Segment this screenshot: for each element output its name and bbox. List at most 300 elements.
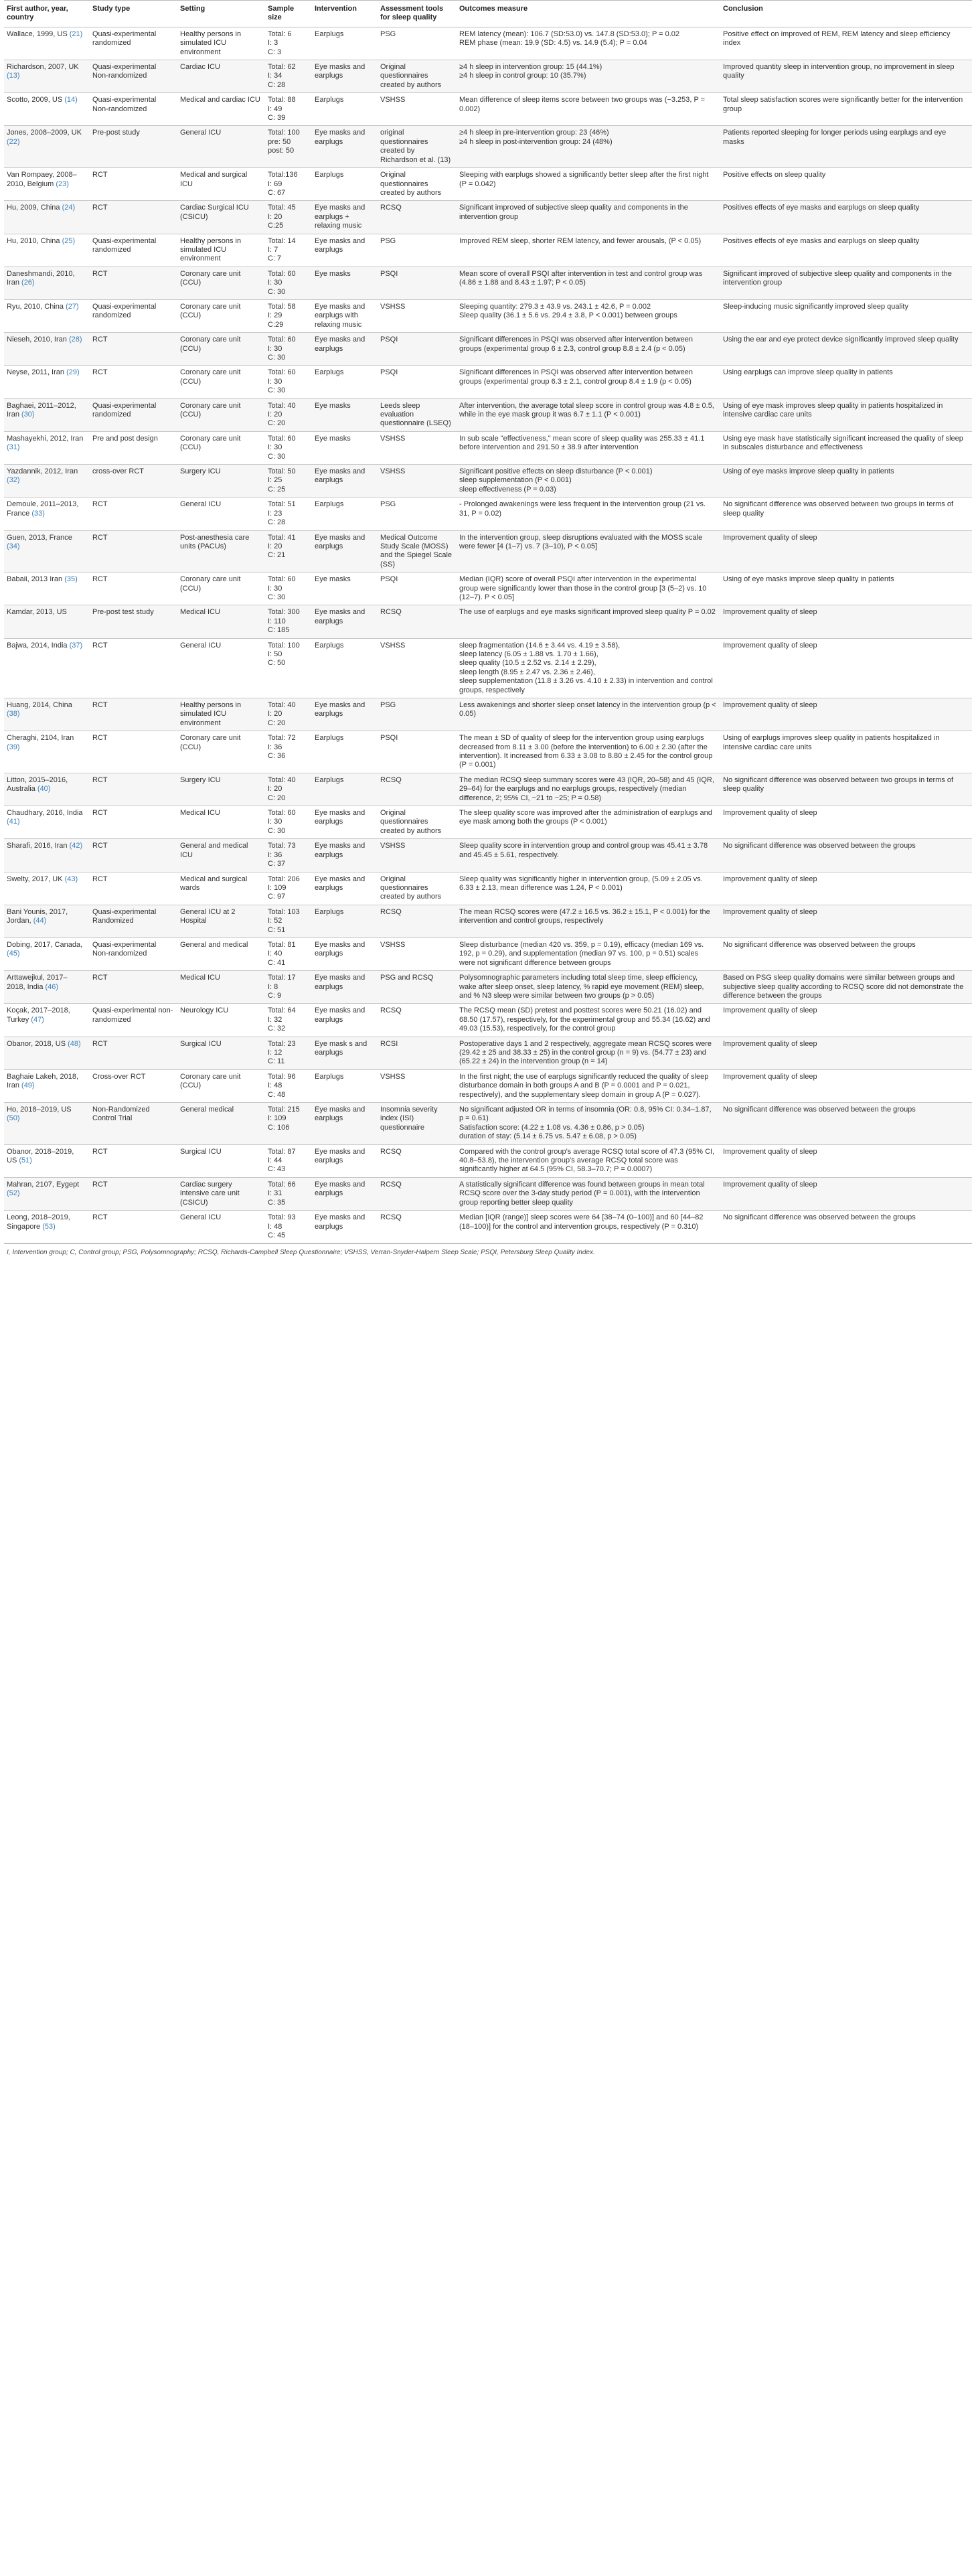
cell-assessment-tool-text: VSHSS	[380, 302, 406, 311]
cell-conclusion	[720, 1211, 972, 1243]
cell-sample-size	[265, 905, 312, 937]
reference-link[interactable]: (28)	[68, 335, 82, 344]
table-row	[4, 773, 972, 806]
cell-assessment-tool-text: RCSQ	[380, 907, 402, 916]
cell-sample-size-text: Total: 88 I: 49 C: 39	[268, 96, 296, 123]
cell-intervention-text: Eye masks	[315, 269, 351, 278]
cell-study-type	[90, 366, 177, 398]
author-text: Obanor, 2018, US	[7, 1039, 66, 1048]
cell-assessment-tool	[378, 267, 457, 299]
cell-assessment-tool	[378, 60, 457, 93]
cell-sample-size-text: Total: 6 I: 3 C: 3	[268, 29, 292, 56]
cell-outcome-text: Significant differences in PSQI was observed after intervention between groups (experimental group 6.3 ± 2.1, control group 8.4 ± 1.9 (p < 0.05)	[459, 368, 693, 386]
reference-link[interactable]: (23)	[56, 179, 69, 188]
cell-author	[4, 806, 90, 839]
cell-assessment-tool-text: PSQI	[380, 368, 398, 377]
cell-assessment-tool-text: PSG	[380, 236, 396, 245]
reference-link[interactable]: (32)	[7, 476, 20, 485]
cell-setting-text: Cardiac surgery intensive care unit (CSICU)	[180, 1180, 240, 1207]
cell-conclusion	[720, 872, 972, 905]
table-row	[4, 1211, 972, 1243]
cell-intervention	[312, 60, 378, 93]
cell-setting-text: General and medical ICU	[180, 842, 248, 859]
cell-sample-size	[265, 366, 312, 398]
cell-sample-size-text: Total: 23 I: 12 C: 11	[268, 1039, 296, 1066]
cell-outcome	[457, 1144, 720, 1177]
cell-assessment-tool-text: VSHSS	[380, 96, 406, 104]
cell-setting	[177, 806, 265, 839]
cell-author	[4, 1177, 90, 1210]
cell-conclusion-text: Positive effects on sleep quality	[723, 171, 826, 179]
cell-conclusion	[720, 234, 972, 267]
cell-assessment-tool	[378, 126, 457, 168]
cell-intervention	[312, 971, 378, 1004]
cell-study-type-text: RCT	[92, 269, 108, 278]
cell-assessment-tool-text: VSHSS	[380, 467, 406, 476]
cell-assessment-tool	[378, 168, 457, 201]
reference-link[interactable]: (24)	[62, 204, 76, 212]
cell-sample-size-text: Total: 51 I: 23 C: 28	[268, 500, 296, 527]
cell-intervention-text: Eye masks and earplugs	[315, 1006, 365, 1024]
cell-outcome	[457, 465, 720, 498]
cell-assessment-tool-text: RCSI	[380, 1039, 398, 1048]
table-row	[4, 60, 972, 93]
cell-intervention-text: Eye masks and earplugs	[315, 974, 365, 991]
cell-intervention	[312, 773, 378, 806]
cell-assessment-tool-text: RCSQ	[380, 775, 402, 784]
cell-sample-size	[265, 168, 312, 201]
cell-assessment-tool	[378, 605, 457, 638]
cell-assessment-tool	[378, 27, 457, 60]
cell-sample-size	[265, 498, 312, 530]
cell-outcome-text: Significant improved of subjective sleep quality and components in the intervention group	[459, 204, 688, 221]
table-row	[4, 126, 972, 168]
author-text: Koçak, 2017–2018, Turkey	[7, 1006, 70, 1024]
table-row	[4, 234, 972, 267]
cell-conclusion	[720, 465, 972, 498]
reference-link[interactable]: (26)	[21, 279, 35, 287]
reference-link[interactable]: (39)	[7, 743, 20, 751]
cell-assessment-tool-text: Original questionnaires created by authors	[380, 63, 442, 89]
author-text: Mashayekhi, 2012, Iran	[7, 434, 84, 443]
cell-sample-size-text: Total: 81 I: 40 C: 41	[268, 940, 296, 967]
cell-study-type-text: RCT	[92, 1147, 108, 1156]
cell-sample-size-text: Total: 100 I: 50 C: 50	[268, 641, 300, 668]
cell-outcome	[457, 605, 720, 638]
author-text: Leong, 2018–2019, Singapore	[7, 1213, 70, 1231]
cell-assessment-tool	[378, 638, 457, 698]
cell-setting-text: Healthy persons in simulated ICU environment	[180, 701, 242, 727]
cell-sample-size-text: Total: 66 I: 31 C: 35	[268, 1180, 296, 1207]
cell-intervention	[312, 366, 378, 398]
cell-outcome	[457, 905, 720, 937]
cell-outcome-text: Significant differences in PSQI was observed after intervention between groups (experimental group 6 ± 2.3, control group 8.8 ± 2.4 (p < 0.05)	[459, 335, 693, 353]
cell-assessment-tool-text: VSHSS	[380, 1072, 406, 1081]
cell-intervention	[312, 1144, 378, 1177]
cell-intervention	[312, 267, 378, 299]
cell-study-type	[90, 605, 177, 638]
author-text: Richardson, 2007, UK	[7, 63, 79, 72]
reference-link[interactable]: (21)	[69, 29, 83, 38]
cell-study-type-text: RCT	[92, 974, 108, 982]
cell-outcome	[457, 431, 720, 464]
table-row	[4, 573, 972, 605]
cell-conclusion-text: Significant improved of subjective sleep quality and components in the intervention group	[723, 269, 952, 287]
table-row	[4, 905, 972, 937]
cell-author	[4, 731, 90, 773]
cell-assessment-tool	[378, 731, 457, 773]
cell-sample-size-text: Total: 58 I: 29 C:29	[268, 302, 296, 329]
cell-study-type	[90, 905, 177, 937]
cell-study-type	[90, 498, 177, 530]
reference-link[interactable]: (42)	[69, 842, 83, 850]
cell-sample-size-text: Total: 62 I: 34 C: 28	[268, 63, 296, 89]
cell-outcome-text: Mean score of overall PSQI after intervention in test and control group was (4.86 ± 1.88 and 8.43 ± 1.97; P < 0.05)	[459, 269, 703, 287]
cell-intervention	[312, 905, 378, 937]
cell-assessment-tool	[378, 806, 457, 839]
cell-assessment-tool	[378, 431, 457, 464]
cell-conclusion-text: Positives effects of eye masks and earplugs on sleep quality	[723, 204, 920, 212]
author-text: Baghaie Lakeh, 2018, Iran	[7, 1072, 79, 1090]
reference-link[interactable]: (52)	[7, 1189, 20, 1198]
cell-conclusion-text: Patients reported sleeping for longer periods using earplugs and eye masks	[723, 129, 947, 146]
cell-outcome	[457, 201, 720, 234]
author-text: Jones, 2008–2009, UK	[7, 129, 82, 137]
cell-outcome-text: Median [IQR (range)] sleep scores were 64 [38–74 (0–100)] and 60 [44–82 (18–100)] for the control and intervention groups, respectively (P = 0.310)	[459, 1213, 704, 1231]
cell-conclusion	[720, 201, 972, 234]
cell-conclusion	[720, 937, 972, 970]
cell-outcome-text: The mean RCSQ scores were (47.2 ± 16.5 vs. 36.2 ± 15.1, P < 0.001) for the intervention and control groups, respectively	[459, 907, 710, 925]
cell-outcome-text: Sleep quality score in intervention group and control group was 45.41 ± 3.78 and 45.45 ± 5.61, respectively.	[459, 842, 708, 859]
cell-intervention	[312, 234, 378, 267]
cell-setting-text: Post-anesthesia care units (PACUs)	[180, 533, 250, 550]
cell-setting	[177, 971, 265, 1004]
table-row	[4, 431, 972, 464]
reference-link[interactable]: (35)	[64, 575, 78, 584]
reference-link[interactable]: (22)	[7, 137, 20, 146]
cell-outcome-text: The median RCSQ sleep summary scores were 43 (IQR, 20–58) and 45 (IQR, 29–64) for the earplugs and no earplugs groups, respectively (median difference, 2; 95% CI, −21 to −25; P = 0.58)	[459, 775, 714, 802]
cell-assessment-tool	[378, 234, 457, 267]
table-container	[0, 0, 976, 1264]
cell-assessment-tool-text: PSG and RCSQ	[380, 974, 434, 982]
cell-intervention	[312, 299, 378, 332]
cell-sample-size-text: Total: 41 I: 20 C: 21	[268, 533, 296, 560]
cell-outcome-text: ≥4 h sleep in pre-intervention group: 23 (46%) ≥4 h sleep in post-intervention group: 24 (48%)	[459, 129, 613, 146]
cell-sample-size-text: Total: 64 I: 32 C: 32	[268, 1006, 296, 1033]
cell-setting-text: Coronary care unit (CCU)	[180, 401, 241, 419]
cell-conclusion-text: Using earplugs can improve sleep quality in patients	[723, 368, 893, 377]
cell-setting	[177, 93, 265, 126]
reference-link[interactable]: (34)	[7, 542, 20, 550]
cell-conclusion-text: Using of eye mask improves sleep quality in patients hospitalized in intensive cardiac care units	[723, 401, 943, 419]
cell-sample-size	[265, 971, 312, 1004]
cell-author	[4, 60, 90, 93]
cell-intervention-text: Earplugs	[315, 907, 344, 916]
cell-assessment-tool	[378, 1069, 457, 1102]
cell-setting-text: Medical ICU	[180, 809, 220, 818]
cell-outcome-text: Compared with the control group's average RCSQ total score of 47.3 (95% CI, 40.8–53.8), the intervention group's average RCSQ total score was significantly higher at 64.5 (95% CI, 58.3–70.7; P = 0.0007)	[459, 1147, 715, 1174]
cell-conclusion-text: Positive effect on improved of REM, REM latency and sleep efficiency index	[723, 29, 951, 48]
cell-study-type-text: Cross-over RCT	[92, 1072, 146, 1081]
cell-conclusion-text: Based on PSG sleep quality domains were similar between groups and subjective sleep quality according to RCSQ score did not demonstrate the difference between the groups	[723, 974, 964, 1000]
cell-conclusion	[720, 1177, 972, 1210]
cell-setting-text: Neurology ICU	[180, 1006, 229, 1015]
cell-setting-text: Coronary care unit (CCU)	[180, 434, 241, 452]
table-row	[4, 731, 972, 773]
cell-intervention-text: Eye masks and earplugs	[315, 701, 365, 718]
reference-link[interactable]: (43)	[64, 875, 78, 883]
reference-link[interactable]: (30)	[21, 410, 35, 419]
cell-intervention	[312, 1069, 378, 1102]
cell-assessment-tool	[378, 1177, 457, 1210]
reference-link[interactable]: (51)	[19, 1156, 32, 1165]
cell-sample-size	[265, 731, 312, 773]
cell-sample-size	[265, 1144, 312, 1177]
reference-link[interactable]: (33)	[31, 509, 45, 518]
cell-setting	[177, 168, 265, 201]
reference-link[interactable]: (53)	[42, 1222, 56, 1231]
reference-link[interactable]: (50)	[7, 1114, 20, 1123]
reference-link[interactable]: (41)	[7, 818, 20, 826]
cell-outcome-text: Less awakenings and shorter sleep onset latency in the intervention group (p < 0.05)	[459, 701, 716, 718]
cell-outcome-text: In the intervention group, sleep disruptions evaluated with the MOSS scale were fewer [4 (1–7) vs. 7 (3–10), P < 0.05]	[459, 533, 703, 550]
cell-intervention-text: Eye masks and earplugs	[315, 533, 365, 550]
cell-assessment-tool-text: PSQI	[380, 575, 398, 584]
cell-sample-size-text: Total: 60 I: 30 C: 30	[268, 575, 296, 601]
cell-intervention-text: Eye masks and earplugs	[315, 809, 365, 826]
cell-sample-size	[265, 299, 312, 332]
cell-setting	[177, 638, 265, 698]
cell-setting	[177, 1037, 265, 1069]
cell-study-type	[90, 398, 177, 431]
reference-link[interactable]: (13)	[7, 72, 20, 80]
cell-study-type	[90, 1103, 177, 1145]
table-row	[4, 806, 972, 839]
cell-assessment-tool-text: VSHSS	[380, 641, 406, 650]
cell-intervention-text: Earplugs	[315, 1072, 344, 1081]
reference-link[interactable]: (44)	[33, 917, 47, 925]
cell-sample-size-text: Total: 96 I: 48 C: 48	[268, 1072, 296, 1099]
table-row	[4, 1103, 972, 1145]
cell-sample-size-text: Total: 300 I: 110 C: 185	[268, 608, 300, 635]
cell-outcome	[457, 1037, 720, 1069]
reference-link[interactable]: (45)	[7, 950, 20, 958]
cell-assessment-tool	[378, 1144, 457, 1177]
cell-setting-text: Coronary care unit (CCU)	[180, 269, 241, 287]
cell-outcome-text: Significant positive effects on sleep disturbance (P < 0.001) sleep supplementation (P < 0.001) sleep effectiveness (P = 0.03)	[459, 467, 653, 494]
cell-sample-size	[265, 126, 312, 168]
cell-setting	[177, 1069, 265, 1102]
cell-intervention-text: Eye masks	[315, 575, 351, 584]
reference-link[interactable]: (37)	[69, 641, 83, 650]
cell-outcome	[457, 93, 720, 126]
cell-conclusion-text: Improvement quality of sleep	[723, 907, 817, 916]
cell-author	[4, 905, 90, 937]
cell-assessment-tool	[378, 1211, 457, 1243]
cell-outcome	[457, 299, 720, 332]
cell-assessment-tool-text: VSHSS	[380, 940, 406, 949]
cell-assessment-tool-text: Original questionnaires created by authors	[380, 809, 442, 835]
reference-link[interactable]: (27)	[66, 302, 79, 311]
cell-intervention-text: Eye masks and earplugs	[315, 842, 365, 859]
cell-outcome	[457, 398, 720, 431]
cell-setting-text: Cardiac Surgical ICU (CSICU)	[180, 204, 249, 221]
reference-link[interactable]: (31)	[7, 443, 20, 452]
cell-setting-text: Coronary care unit (CCU)	[180, 335, 241, 353]
studies-table	[4, 0, 972, 1243]
cell-study-type-text: Quasi-experimental Randomized	[92, 907, 157, 925]
cell-sample-size	[265, 806, 312, 839]
cell-assessment-tool-text: RCSQ	[380, 204, 402, 212]
cell-sample-size	[265, 638, 312, 698]
cell-sample-size	[265, 398, 312, 431]
cell-sample-size	[265, 773, 312, 806]
header-row	[4, 1, 972, 27]
cell-outcome-text: Sleep quality was significantly higher in intervention group, (5.09 ± 2.05 vs. 6.33 ± 2.13, mean difference was 1.24, P < 0.001)	[459, 875, 703, 892]
cell-study-type	[90, 1069, 177, 1102]
cell-intervention-text: Eye masks and earplugs with relaxing music	[315, 302, 365, 329]
cell-setting	[177, 27, 265, 60]
cell-outcome	[457, 27, 720, 60]
cell-conclusion-text: No significant difference was observed between the groups	[723, 842, 916, 850]
cell-study-type-text: RCT	[92, 809, 108, 818]
cell-author	[4, 1103, 90, 1145]
cell-assessment-tool	[378, 366, 457, 398]
cell-setting	[177, 773, 265, 806]
cell-conclusion-text: Improvement quality of sleep	[723, 641, 817, 650]
table-row	[4, 1037, 972, 1069]
cell-study-type	[90, 773, 177, 806]
cell-conclusion	[720, 93, 972, 126]
cell-author	[4, 971, 90, 1004]
cell-assessment-tool-text: Insomnia severity index (ISI) questionnaire	[380, 1106, 438, 1132]
cell-assessment-tool	[378, 299, 457, 332]
cell-author	[4, 201, 90, 234]
cell-outcome	[457, 1211, 720, 1243]
author-text: Nieseh, 2010, Iran	[7, 335, 67, 344]
table-row	[4, 839, 972, 872]
cell-setting	[177, 201, 265, 234]
cell-author	[4, 431, 90, 464]
table-row	[4, 201, 972, 234]
author-text: Cheraghi, 2104, Iran	[7, 734, 74, 743]
table-row	[4, 398, 972, 431]
cell-sample-size-text: Total: 87 I: 44 C: 43	[268, 1147, 296, 1174]
cell-study-type	[90, 299, 177, 332]
cell-outcome	[457, 333, 720, 366]
reference-link[interactable]: (46)	[45, 982, 59, 991]
cell-intervention	[312, 333, 378, 366]
cell-study-type-text: Quasi-experimental randomized	[92, 29, 157, 48]
cell-outcome-text: The use of earplugs and eye masks significant improved sleep quality P = 0.02	[459, 608, 716, 617]
reference-link[interactable]: (38)	[7, 710, 20, 718]
author-text: Babaii, 2013 Iran	[7, 575, 63, 584]
cell-intervention-text: Earplugs	[315, 171, 344, 179]
reference-link[interactable]: (29)	[66, 368, 80, 377]
cell-assessment-tool	[378, 839, 457, 872]
cell-outcome	[457, 126, 720, 168]
cell-assessment-tool	[378, 1103, 457, 1145]
table-row	[4, 971, 972, 1004]
cell-outcome-text: Mean difference of sleep items score between two groups was (−3.253, P = 0.002)	[459, 96, 706, 113]
cell-conclusion	[720, 498, 972, 530]
cell-assessment-tool-text: VSHSS	[380, 842, 406, 850]
reference-link[interactable]: (48)	[68, 1039, 81, 1048]
cell-assessment-tool-text: original questionnaires created by Richardson et al. (13)	[380, 129, 451, 164]
reference-link[interactable]: (25)	[62, 236, 76, 245]
table-row	[4, 937, 972, 970]
cell-outcome	[457, 872, 720, 905]
author-text: Van Rompaey, 2008–2010, Belgium	[7, 171, 77, 188]
reference-link[interactable]: (49)	[21, 1081, 35, 1090]
cell-study-type	[90, 937, 177, 970]
author-text: Daneshmandi, 2010, Iran	[7, 269, 75, 287]
cell-intervention-text: Eye masks and earplugs	[315, 129, 365, 146]
cell-sample-size	[265, 1069, 312, 1102]
cell-setting-text: Cardiac ICU	[180, 63, 220, 72]
cell-setting-text: General ICU	[180, 129, 222, 137]
cell-assessment-tool-text: PSQI	[380, 335, 398, 344]
header-setting: Setting	[177, 1, 265, 27]
cell-assessment-tool-text: PSQI	[380, 734, 398, 743]
cell-setting	[177, 573, 265, 605]
cell-intervention	[312, 573, 378, 605]
cell-outcome	[457, 1177, 720, 1210]
reference-link[interactable]: (47)	[31, 1015, 44, 1024]
cell-setting	[177, 1103, 265, 1145]
cell-assessment-tool	[378, 465, 457, 498]
cell-intervention	[312, 168, 378, 201]
cell-conclusion-text: Using the ear and eye protect device significantly improved sleep quality	[723, 335, 959, 344]
cell-conclusion-text: Positives effects of eye masks and earplugs on sleep quality	[723, 236, 920, 245]
cell-study-type	[90, 201, 177, 234]
cell-outcome-text: sleep fragmentation (14.6 ± 3.44 vs. 4.19 ± 3.58), sleep latency (6.05 ± 1.88 vs. 1.70 ± 1.66), sleep quality (10.5 ± 2.52 vs. 2.14 ± 2.29), sleep length (8.95 ± 2.47 vs. 2.36 ± 2.46), sleep supplementation (11.8 ± 3.26 vs. 4.10 ± 2.33) in intervention and control groups, respectively	[459, 641, 713, 694]
cell-outcome	[457, 698, 720, 731]
cell-setting-text: Surgical ICU	[180, 1039, 222, 1048]
cell-intervention-text: Eye masks and earplugs	[315, 940, 365, 958]
cell-conclusion	[720, 333, 972, 366]
cell-conclusion-text: Improvement quality of sleep	[723, 608, 817, 617]
cell-setting-text: Surgery ICU	[180, 775, 221, 784]
header-conclusion: Conclusion	[720, 1, 972, 27]
cell-sample-size-text: Total: 50 I: 25 C: 25	[268, 467, 296, 494]
cell-sample-size-text: Total: 72 I: 36 C: 36	[268, 734, 296, 761]
cell-outcome-text: REM latency (mean): 106.7 (SD:53.0) vs. 147.8 (SD:53.0); P = 0.02 REM phase (mean: 19.9 (SD: 4.5) vs. 14.9 (5.4); P = 0.04	[459, 29, 680, 48]
reference-link[interactable]: (40)	[37, 785, 51, 793]
cell-assessment-tool	[378, 93, 457, 126]
cell-conclusion	[720, 573, 972, 605]
cell-outcome-text: The mean ± SD of quality of sleep for the intervention group using earplugs decreased from 8.11 ± 3.00 (before the intervention) to 6.00 ± 2.30 (after the intervention). It increased from 6.33 ± 3.08 to 8.80 ± 2.45 for the control group (P = 0.001)	[459, 734, 713, 769]
cell-intervention	[312, 638, 378, 698]
cell-sample-size	[265, 201, 312, 234]
cell-study-type-text: Non-Randomized Control Trial	[92, 1106, 150, 1123]
cell-study-type-text: RCT	[92, 875, 108, 883]
cell-study-type	[90, 1211, 177, 1243]
cell-assessment-tool	[378, 498, 457, 530]
cell-sample-size-text: Total: 206 I: 109 C: 97	[268, 875, 300, 901]
cell-intervention-text: Eye masks and earplugs	[315, 1213, 365, 1231]
cell-outcome	[457, 498, 720, 530]
cell-conclusion-text: Improvement quality of sleep	[723, 533, 817, 542]
cell-outcome	[457, 773, 720, 806]
cell-assessment-tool	[378, 698, 457, 731]
reference-link[interactable]: (14)	[64, 96, 78, 104]
cell-conclusion-text: No significant difference was observed between the groups	[723, 1106, 916, 1114]
cell-assessment-tool-text: VSHSS	[380, 434, 406, 443]
cell-author	[4, 366, 90, 398]
cell-setting-text: Healthy persons in simulated ICU environment	[180, 29, 242, 56]
cell-study-type-text: RCT	[92, 1039, 108, 1048]
